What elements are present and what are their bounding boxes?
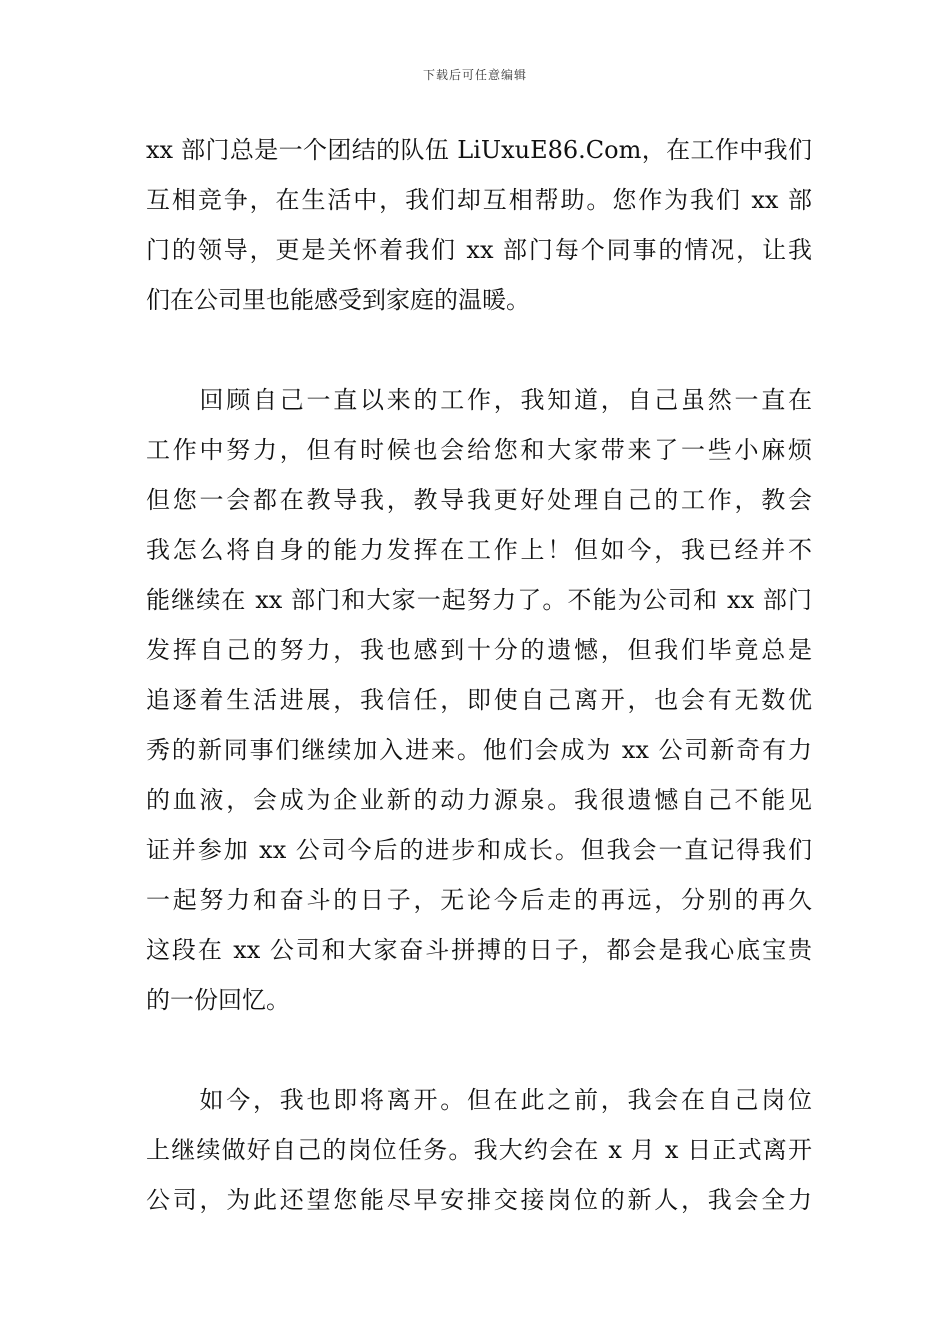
text-line: 门的领导，更是关怀着我们 xx 部门每个同事的情况，让我: [146, 236, 812, 264]
document-body: [146, 125, 812, 1225]
text-line: 回顾自己一直以来的工作，我知道，自己虽然一直在: [146, 386, 812, 414]
text-line: 工作中努力，但有时候也会给您和大家带来了一些小麻烦: [146, 436, 812, 464]
text-line: 发挥自己的努力，我也感到十分的遗憾，但我们毕竟总是: [146, 636, 812, 664]
paragraph-3: [146, 1075, 812, 1225]
text-line: 的血液，会成为企业新的动力源泉。我很遗憾自己不能见: [146, 786, 812, 814]
text-line: 我怎么将自身的能力发挥在工作上！但如今，我已经并不: [146, 536, 812, 564]
paragraph-1: [146, 125, 812, 325]
text-line: 能继续在 xx 部门和大家一起努力了。不能为公司和 xx 部门: [146, 586, 812, 614]
paragraph-gap: [146, 325, 812, 375]
text-line: 追逐着生活进展，我信任，即使自己离开，也会有无数优: [146, 686, 812, 714]
text-line: 的一份回忆。: [146, 986, 290, 1014]
text-line: 一起努力和奋斗的日子，无论今后走的再远，分别的再久: [146, 886, 812, 914]
text-line: 上继续做好自己的岗位任务。我大约会在 x 月 x 日正式离开: [146, 1136, 812, 1164]
text-line: 秀的新同事们继续加入进来。他们会成为 xx 公司新奇有力: [146, 736, 812, 764]
text-line: 们在公司里也能感受到家庭的温暖。: [146, 286, 530, 314]
paragraph-gap: [146, 1025, 812, 1075]
text-line: 如今，我也即将离开。但在此之前，我会在自己岗位: [146, 1086, 812, 1114]
page-header: 下载后可任意编辑: [422, 68, 527, 82]
text-line: 但您一会都在教导我，教导我更好处理自己的工作，教会: [146, 486, 812, 514]
text-line: 公司，为此还望您能尽早安排交接岗位的新人，我会全力: [146, 1186, 812, 1214]
text-line: xx 部门总是一个团结的队伍 LiUxuE86.Com，在工作中我们: [146, 136, 812, 164]
text-line: 互相竞争，在生活中，我们却互相帮助。您作为我们 xx 部: [146, 186, 812, 214]
text-line: 这段在 xx 公司和大家奋斗拼搏的日子，都会是我心底宝贵: [146, 936, 812, 964]
paragraph-2: [146, 375, 812, 1025]
text-line: 证并参加 xx 公司今后的进步和成长。但我会一直记得我们: [146, 836, 812, 864]
